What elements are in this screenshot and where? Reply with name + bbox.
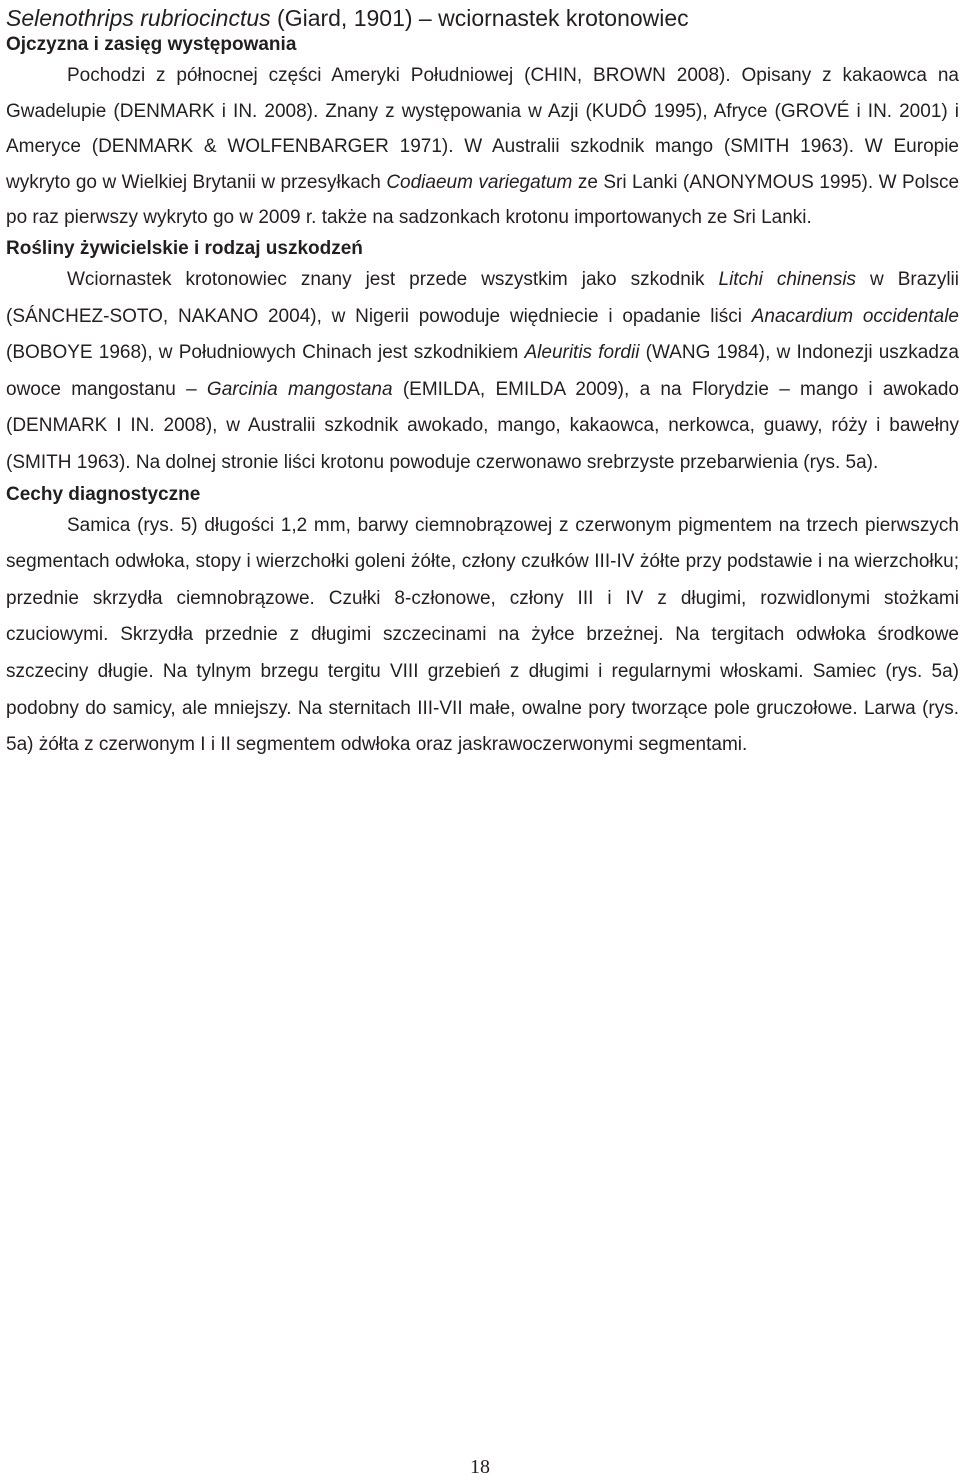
latin-name: Aleuritis fordii: [524, 342, 640, 364]
text-run: (BOBOYE 1968), w Południowych Chinach jest szkodnikiem: [6, 342, 525, 364]
text-run: (WANG 1984), w Indonezji uszkadza owoce mangostanu –: [6, 342, 959, 400]
species-name: Selenothrips rubriocinctus: [6, 5, 271, 31]
paragraph-diagnostic-features: [6, 508, 959, 764]
title-author-common-name: (Giard, 1901) – wciornastek krotonowiec: [270, 5, 689, 31]
section-heading-diagnostic-features: Cechy diagnostyczne: [6, 483, 201, 505]
text-run: (EMILDA, EMILDA 2009), a na Florydzie – mango i awokado (DENMARK I IN. 2008), w Australii szkodnik awokado, mango, kakaowca, nerkowca, guawy, róży i bawełny (SMITH 1963). Na dolnej stronie liści krotonu powoduje czerwonawo srebrzyste przebarwienia (rys. 5a).: [6, 378, 959, 473]
text-run: Pochodzi z północnej części Ameryki Południowej (CHIN, BROWN 2008). Opisany z kakaowca na Gwadelupie (DENMARK i IN. 2008). Znany z występowania w Azji (KUDÔ 1995), Afryce (GROVÉ i IN. 2001) i Ameryce (DENMARK & WOLFENBARGER 1971). W Australii szkodnik mango (SMITH 1963). W Europie wykryto go w Wielkiej Brytanii w przesyłkach: [6, 65, 959, 193]
latin-name: Garcinia mangostana: [206, 378, 393, 400]
latin-name: Litchi chinensis: [718, 268, 857, 290]
page-number: 18: [470, 1456, 490, 1478]
text-run: ze Sri Lanki (ANONYMOUS 1995). W Polsce po raz pierwszy wykryto go w 2009 r. także na sadzonkach krotonu importowanych ze Sri Lanki.: [6, 171, 960, 229]
page-title: [6, 0, 959, 32]
section-heading-host-plants: Rośliny żywicielskie i rodzaj uszkodzeń: [6, 237, 363, 259]
text-run: w Brazylii (SÁNCHEZ-SOTO, NAKANO 2004), w Nigerii powoduje więdniecie i opadanie liści: [6, 268, 959, 327]
text-run: Samica (rys. 5) długości 1,2 mm, barwy ciemnobrązowej z czerwonym pigmentem na trzech pierwszych segmentach odwłoka, stopy i wierzchołki goleni żółte, człony czułków III-IV żółte przy podstawie i na wierzchołku; przednie skrzydła ciemnobrązowe. Czułki 8-członowe, człony III i IV z długimi, rozwidlonymi stożkami czuciowymi. Skrzydła przednie z długimi szczecinami na żyłce brzeżnej. Na tergitach odwłoka środkowe szczeciny długie. Na tylnym brzegu tergitu VIII grzebień z długimi i regularnymi włoskami. Samiec (rys. 5a) podobny do samicy, ale mniejszy. Na sternitach III-VII małe, owalne pory tworzące pole gruczołowe. Larwa (rys. 5a) żółta z czerwonym I i II segmentem odwłoka oraz jaskrawoczerwonymi segmentami.: [6, 514, 959, 756]
latin-name: Codiaeum variegatum: [386, 171, 573, 193]
text-run: Wciornastek krotonowiec znany jest przede wszystkim jako szkodnik: [67, 268, 719, 290]
latin-name: Anacardium occidentale: [751, 305, 959, 327]
paragraph-origin: [6, 58, 959, 236]
document-page: [6, 0, 959, 764]
paragraph-host-plants: [6, 262, 959, 482]
section-heading-origin: Ojczyzna i zasięg występowania: [6, 34, 297, 55]
